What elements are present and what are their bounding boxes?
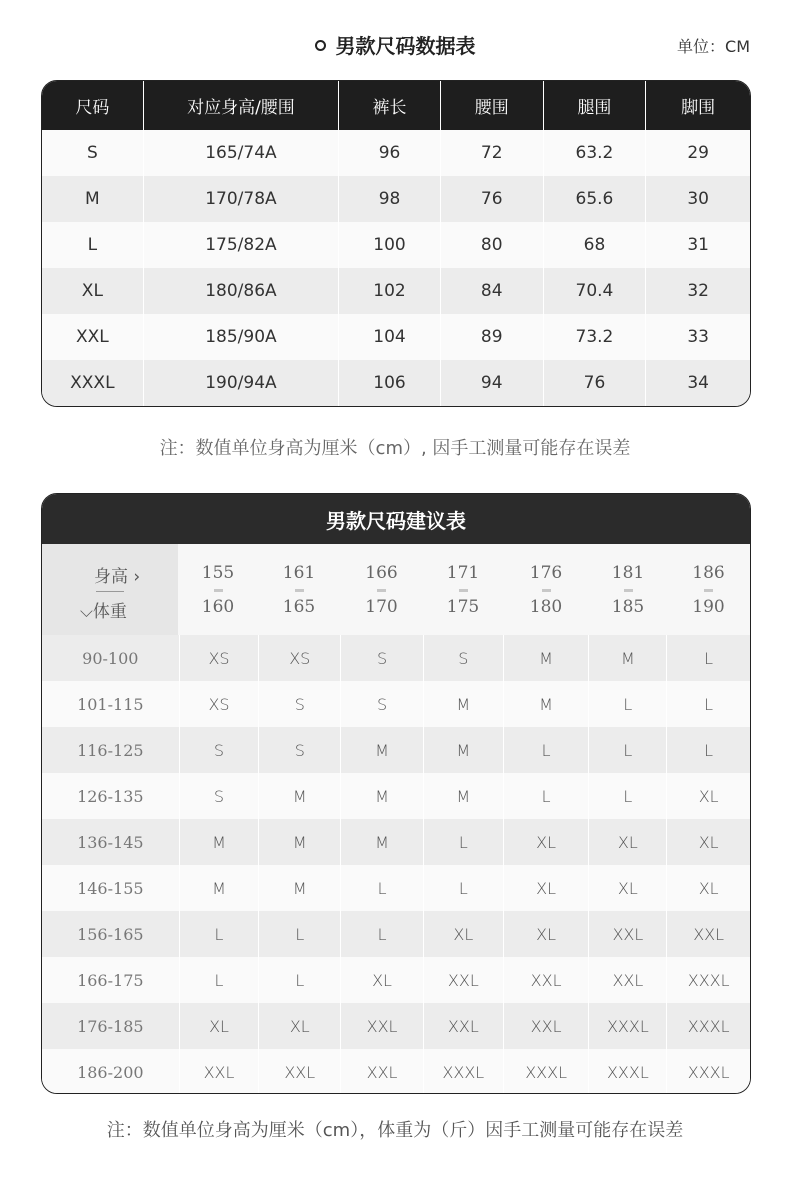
size-cell: L xyxy=(424,819,504,865)
size-cell: XXXL xyxy=(687,970,730,990)
table-cell: 89 xyxy=(441,314,544,360)
size-cell: XXXL xyxy=(589,1003,667,1049)
table-cell: L xyxy=(42,222,144,268)
table-cell: 68 xyxy=(544,222,647,268)
height-from: 161 xyxy=(282,562,316,583)
height-range-header xyxy=(423,544,503,635)
height-to: 165 xyxy=(282,596,316,617)
height-range-header xyxy=(178,544,258,635)
size-cell: XL xyxy=(424,911,504,957)
size-cell: L xyxy=(424,865,504,911)
size-cell: XL xyxy=(698,878,719,898)
weight-range-cell: 90-100 xyxy=(42,635,180,681)
height-range-header xyxy=(258,544,340,635)
weight-range-cell: 156-165 xyxy=(42,911,180,957)
table-row xyxy=(42,1003,750,1049)
column-header: 腰围 xyxy=(441,81,544,130)
size-cell: S xyxy=(180,773,260,819)
range-dash-icon xyxy=(295,589,304,592)
table-cell: 185/90A xyxy=(144,314,339,360)
size-cell: XL xyxy=(589,819,667,865)
table-cell: 104 xyxy=(339,314,441,360)
height-header-row xyxy=(42,544,750,635)
table-cell: 94 xyxy=(441,360,544,406)
table-row xyxy=(42,911,750,957)
height-range-header xyxy=(503,544,589,635)
size-table-body xyxy=(42,130,750,406)
table-row xyxy=(42,360,750,406)
weight-range-cell: 136-145 xyxy=(42,819,180,865)
size-cell: M xyxy=(341,773,424,819)
height-range-header xyxy=(589,544,667,635)
size-cell: L xyxy=(259,911,341,957)
size-cell: XL xyxy=(698,832,719,852)
table-cell: 100 xyxy=(339,222,441,268)
column-header: 腿围 xyxy=(544,81,647,130)
table-cell: XL xyxy=(42,268,144,314)
table-cell: 76 xyxy=(441,176,544,222)
weight-range-cell: 126-135 xyxy=(42,773,180,819)
table-cell: 98 xyxy=(339,176,441,222)
size-cell: XXL xyxy=(259,1049,341,1094)
size-cell: L xyxy=(341,865,424,911)
size-cell: L xyxy=(704,740,714,760)
size-cell: XXXL xyxy=(424,1049,504,1094)
table-cell: 63.2 xyxy=(544,130,647,176)
range-dash-icon xyxy=(459,589,468,592)
table-cell: 29 xyxy=(687,143,709,163)
height-to: 180 xyxy=(529,596,563,617)
size-cell: S xyxy=(341,681,424,727)
size-cell: XXXL xyxy=(687,1016,730,1036)
table-cell: 70.4 xyxy=(544,268,647,314)
range-dash-icon xyxy=(542,589,551,592)
table-cell: S xyxy=(42,130,144,176)
height-to: 160 xyxy=(201,596,235,617)
size-cell: L xyxy=(589,773,667,819)
size-cell: L xyxy=(180,957,260,1003)
size-cell: XXL xyxy=(504,1003,590,1049)
table-cell: 106 xyxy=(339,360,441,406)
range-dash-icon xyxy=(377,589,386,592)
recommend-table-body xyxy=(42,635,750,1094)
table-cell: 84 xyxy=(441,268,544,314)
table-row xyxy=(42,314,750,360)
size-cell: XXL xyxy=(693,924,725,944)
table-cell: 96 xyxy=(339,130,441,176)
size-cell: XL xyxy=(589,865,667,911)
size-cell: XL xyxy=(698,786,719,806)
page-title xyxy=(0,30,790,62)
size-cell: XXXL xyxy=(504,1049,590,1094)
height-to: 185 xyxy=(611,596,645,617)
height-from: 155 xyxy=(201,562,235,583)
table-row xyxy=(42,865,750,911)
height-from: 181 xyxy=(611,562,645,583)
size-cell: L xyxy=(704,648,714,668)
corner-cell xyxy=(42,544,178,635)
height-axis-label: 身高 › xyxy=(94,567,141,587)
unit-label: 单位：CM xyxy=(677,37,750,56)
page-title-text: 男款尺码数据表 xyxy=(335,34,476,58)
size-cell: S xyxy=(259,681,341,727)
size-cell: XL xyxy=(504,911,590,957)
size-table-header xyxy=(42,81,750,130)
weight-range-cell: 176-185 xyxy=(42,1003,180,1049)
size-cell: XL xyxy=(341,957,424,1003)
weight-range-cell: 186-200 xyxy=(42,1049,180,1094)
size-cell: XL xyxy=(180,1003,260,1049)
size-cell: L xyxy=(180,911,260,957)
table-row xyxy=(42,681,750,727)
size-cell: S xyxy=(259,727,341,773)
table-row xyxy=(42,635,750,681)
table-row xyxy=(42,176,750,222)
size-cell: S xyxy=(180,727,260,773)
range-dash-icon xyxy=(624,589,633,592)
height-from: 171 xyxy=(446,562,480,583)
table-row xyxy=(42,819,750,865)
weight-range-cell: 116-125 xyxy=(42,727,180,773)
table-cell: 32 xyxy=(687,281,709,301)
size-cell: M xyxy=(259,865,341,911)
weight-range-cell: 146-155 xyxy=(42,865,180,911)
table-cell: 31 xyxy=(687,235,709,255)
size-cell: L xyxy=(589,681,667,727)
size-cell: M xyxy=(504,681,590,727)
size-cell: XXL xyxy=(424,957,504,1003)
size-cell: L xyxy=(504,727,590,773)
height-to: 170 xyxy=(365,596,398,617)
table-cell: 175/82A xyxy=(144,222,339,268)
height-from: 186 xyxy=(692,562,725,583)
table-row xyxy=(42,1049,750,1094)
range-dash-icon xyxy=(214,589,223,592)
column-header: 脚围 xyxy=(681,98,716,118)
table-cell: 33 xyxy=(687,327,709,347)
size-cell: XL xyxy=(504,819,590,865)
table-cell: 170/78A xyxy=(144,176,339,222)
size-cell: L xyxy=(704,694,714,714)
column-header: 对应身高/腰围 xyxy=(144,81,339,130)
table-cell: XXXL xyxy=(42,360,144,406)
size-cell: L xyxy=(504,773,590,819)
size-cell: L xyxy=(341,911,424,957)
size-cell: XXL xyxy=(504,957,590,1003)
table-row xyxy=(42,222,750,268)
table-cell: 76 xyxy=(544,360,647,406)
size-cell: M xyxy=(424,727,504,773)
size-cell: M xyxy=(424,681,504,727)
table-cell: 102 xyxy=(339,268,441,314)
height-ranges xyxy=(178,544,750,635)
table-cell: XXL xyxy=(42,314,144,360)
size-cell: M xyxy=(341,727,424,773)
column-header: 裤长 xyxy=(339,81,441,130)
height-from: 176 xyxy=(529,562,563,583)
size-cell: S xyxy=(424,635,504,681)
table-cell: 165/74A xyxy=(144,130,339,176)
size-cell: M xyxy=(341,819,424,865)
height-to: 175 xyxy=(446,596,480,617)
weight-range-cell: 166-175 xyxy=(42,957,180,1003)
size-cell: XL xyxy=(259,1003,341,1049)
size-cell: M xyxy=(180,819,260,865)
size-cell: M xyxy=(259,773,341,819)
table-row xyxy=(42,773,750,819)
size-cell: XS xyxy=(180,635,260,681)
table-cell: 65.6 xyxy=(544,176,647,222)
weight-axis-label: ⌵体重 xyxy=(80,602,127,622)
size-cell: XXXL xyxy=(687,1062,730,1082)
size-cell: M xyxy=(424,773,504,819)
size-cell: XS xyxy=(259,635,341,681)
size-table-note: 注：数值单位身高为厘米（cm）, 因手工测量可能存在误差 xyxy=(159,438,631,459)
table-cell: 72 xyxy=(441,130,544,176)
size-cell: M xyxy=(589,635,667,681)
table-cell: M xyxy=(42,176,144,222)
divider xyxy=(96,591,124,592)
table-cell: 80 xyxy=(441,222,544,268)
height-range-header xyxy=(667,544,750,635)
size-cell: M xyxy=(180,865,260,911)
recommend-table-title: 男款尺码建议表 xyxy=(42,494,750,544)
height-range-header xyxy=(340,544,423,635)
range-dash-icon xyxy=(704,589,713,592)
size-cell: L xyxy=(259,957,341,1003)
table-row xyxy=(42,957,750,1003)
column-header: 尺码 xyxy=(42,81,144,130)
size-cell: XS xyxy=(180,681,260,727)
size-data-table xyxy=(41,80,751,407)
size-cell: M xyxy=(504,635,590,681)
size-cell: XXL xyxy=(424,1003,504,1049)
table-row xyxy=(42,130,750,176)
table-row xyxy=(42,727,750,773)
table-cell: 190/94A xyxy=(144,360,339,406)
size-cell: XXL xyxy=(589,911,667,957)
size-cell: XXL xyxy=(589,957,667,1003)
recommend-table-note: 注：数值单位身高为厘米（cm），体重为（斤）因手工测量可能存在误差 xyxy=(106,1120,684,1141)
size-cell: S xyxy=(341,635,424,681)
table-cell: 30 xyxy=(687,189,709,209)
weight-range-cell: 101-115 xyxy=(42,681,180,727)
size-cell: XXL xyxy=(341,1049,424,1094)
size-cell: XL xyxy=(504,865,590,911)
circle-bullet-icon xyxy=(315,40,326,51)
table-cell: 180/86A xyxy=(144,268,339,314)
height-to: 190 xyxy=(692,596,725,617)
size-cell: XXL xyxy=(180,1049,260,1094)
height-from: 166 xyxy=(365,562,398,583)
size-cell: XXXL xyxy=(589,1049,667,1094)
size-cell: XXL xyxy=(341,1003,424,1049)
table-row xyxy=(42,268,750,314)
size-cell: L xyxy=(589,727,667,773)
size-recommendation-table xyxy=(41,493,751,1094)
table-cell: 34 xyxy=(687,373,709,393)
table-cell: 73.2 xyxy=(544,314,647,360)
size-cell: M xyxy=(259,819,341,865)
